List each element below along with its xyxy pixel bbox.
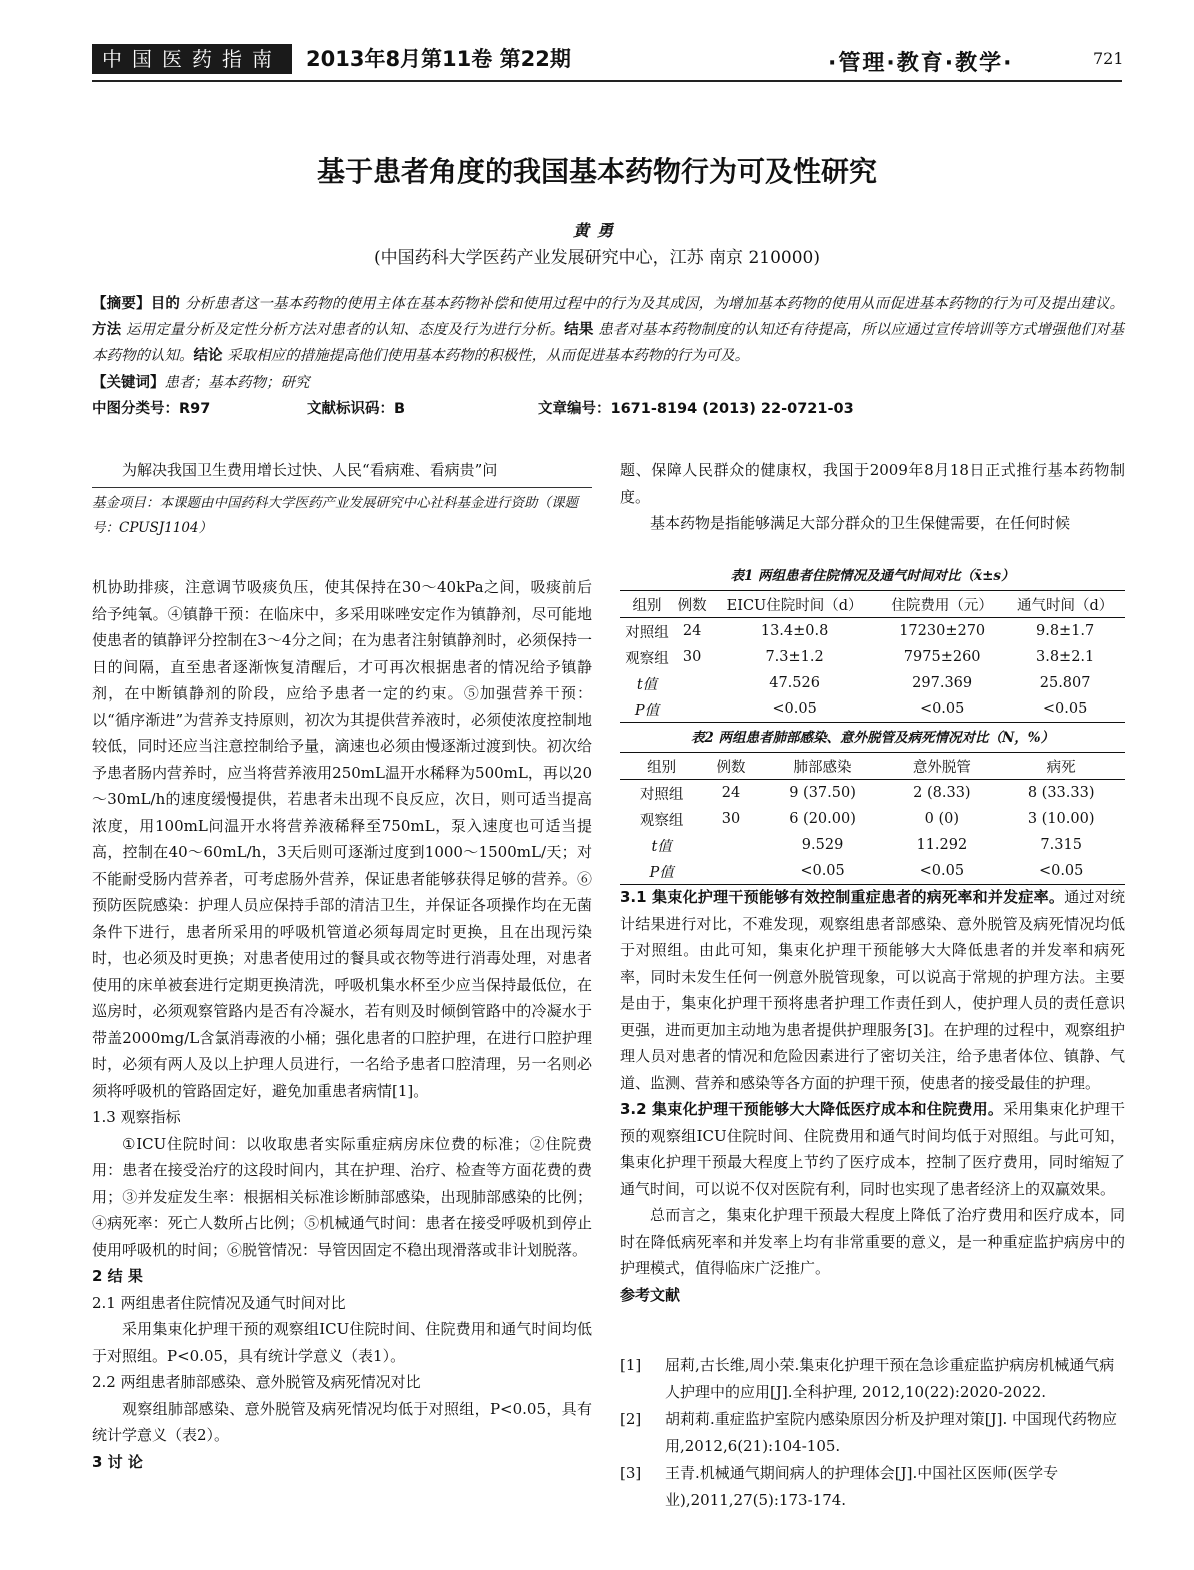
reference-item — [620, 1352, 1125, 1406]
table-cell: 297.369 — [912, 675, 973, 691]
paper-title: 基于患者角度的我国基本药物行为可及性研究 — [316, 155, 877, 188]
table-cell: 观察组 — [639, 812, 684, 829]
result-label: 结果 — [564, 322, 594, 338]
reference-item — [620, 1460, 1125, 1514]
table-cell: 8 (33.33) — [1027, 785, 1095, 801]
table-cell: 7975±260 — [903, 649, 981, 665]
section-heading-1-3: 1.3 观察指标 — [92, 1108, 181, 1126]
abstract-label: 【摘要】 — [92, 296, 151, 312]
table-row — [620, 618, 1125, 645]
conclusion-label: 结论 — [193, 348, 223, 364]
section-heading-2-2: 2.2 两组患者肺部感染、意外脱管及病死情况对比 — [92, 1373, 421, 1391]
reference-number: [3] — [620, 1464, 642, 1482]
objective-text: 分析患者这一基本药物的使用主体在基本药物补偿和使用过程中的行为及其成因，为增加基本药物的使用从而促进基本药物的行为可及提出建议。 — [184, 296, 1125, 312]
table-row — [620, 696, 1125, 723]
reference-text: 王青.机械通气期间病人的护理体会[J].中国社区医师(医学专业),2011,27(5):173-174. — [665, 1464, 1059, 1509]
table-cell: P值 — [634, 702, 660, 719]
author: 黄勇 — [572, 221, 621, 240]
reference-number: [1] — [620, 1356, 642, 1374]
section-heading-3: 3 讨 论 — [92, 1452, 143, 1471]
table-header: 通气时间（d） — [1016, 597, 1114, 614]
section-heading-3-1: 3.1 集束化护理干预能够有效控制重症患者的病死率和并发症率。 — [620, 888, 1065, 906]
table-cell: 13.4±0.8 — [760, 623, 829, 639]
table-header: 病死 — [1046, 759, 1076, 776]
table-row — [620, 644, 1125, 670]
table2-caption: 表2 两组患者肺部感染、意外脱管及病死情况对比（N，%） — [690, 730, 1055, 746]
fund-note: 基金项目：本课题由中国药科大学医药产业发展研究中心社科基金进行资助（课题号：CPUSJ1104） — [92, 487, 592, 541]
table-cell — [674, 670, 710, 696]
table-cell: 47.526 — [769, 675, 820, 691]
method-text: 运用定量分析及定性分析方法对患者的认知、态度及行为进行分析。 — [125, 322, 565, 338]
table-cell: 观察组 — [625, 650, 669, 667]
table-cell: 9 (37.50) — [789, 785, 856, 801]
table-row — [620, 832, 1125, 858]
table-cell: <0.05 — [1042, 701, 1088, 717]
table-cell: 25.807 — [1039, 675, 1091, 691]
table-cell: <0.05 — [1038, 863, 1084, 879]
table-header: 例数 — [716, 759, 746, 776]
table-cell — [674, 696, 710, 723]
table-header: 肺部感染 — [793, 759, 852, 776]
table-cell: 30 — [721, 811, 741, 827]
table-header: EICU住院时间（d） — [726, 597, 863, 614]
table-header: 住院费用（元） — [891, 597, 993, 614]
section-heading-3-2: 3.2 集束化护理干预能够大大降低医疗成本和住院费用。 — [620, 1100, 1004, 1118]
table1-caption: 表1 两组患者住院情况及通气时间对比（x̄±s） — [730, 568, 1015, 584]
journal-name: 中国医药指南 — [92, 44, 292, 74]
intro-paragraph: 为解决我国卫生费用增长过快、人民“看病难、看病贵”问 — [122, 461, 498, 479]
table-cell: 11.292 — [916, 837, 968, 853]
intro-paragraph-2: 基本药物是指能够满足大部分群众的卫生保健需要，在任何时候 — [650, 514, 1071, 532]
table-row — [620, 806, 1125, 832]
affiliation: (中国药科大学医药产业发展研究中心，江苏 南京 210000) — [374, 248, 820, 268]
table-cell: 9.529 — [801, 837, 844, 853]
table-header: 例数 — [677, 597, 707, 614]
reference-number: [2] — [620, 1410, 642, 1428]
page-number: 721 — [1093, 49, 1124, 68]
table-cell: <0.05 — [772, 701, 817, 717]
table-cell — [703, 858, 759, 885]
table-cell: <0.05 — [919, 701, 965, 717]
body-paragraph: 机协助排痰，注意调节吸痰负压，使其保持在30～40kPa之间，吸痰前后给予纯氧。④镇静干预：在临床中，多采用咪唑安定作为镇静剂，尽可能地使患者的镇静评分控制在3～4分之间；在为患者注射镇静剂时，必须保持一日的间隔，直至患者逐渐恢复清醒后，才可再次根据患者的情况给予镇静剂，在中断镇静剂的阶段，应给予患者一定的约束。⑤加强营养干预：以“循序渐进”为营养支持原则，初次为其提供营养液时，必须使浓度控制地较低，同时还应当注意控制给予量，滴速也必须由慢逐渐过渡到快。初次给予患者肠内营养时，应当将营养液用250mL温开水稀释为500mL，再以20～30mL/h的速度缓慢提供，若患者未出现不良反应，次日，则可适当提高浓度，用100mL问温开水将营养液稀释至750mL，泵入速度也可适当提高，控制在40～60mL/h，3天后则可逐渐过度到1000～1500mL/天；对不能耐受肠内营养者，可考虑肠外营养，保证患者能够获得足够的营养。⑥预防医院感染：护理人员应保持手部的清洁卫生，并保证各项操作均在无菌条件下进行，患者所采用的呼吸机管道必须每周定时更换，且在出现污染时，也必须及时更换；对患者使用过的餐具或衣物等进行消毒处理，对患者使用的床单被套进行定期更换清洗，呼吸机集水杯至少应当保持最低位，在巡房时，必须观察管路内是否有冷凝水，若有则及时倾倒管路中的冷凝水于带盖2000mg/L含氯消毒液的小桶；强化患者的口腔护理，在进行口腔护理时，必须有两人及以上护理人员进行，一名给予患者口腔清理，另一名则必须将呼吸机的管路固定好，避免加重患者病情[1]。 — [92, 578, 592, 1100]
header-rule — [92, 80, 1122, 82]
table-cell: 6 (20.00) — [789, 811, 856, 827]
keywords-label: 【关键词】 — [92, 375, 165, 391]
table-row — [620, 858, 1125, 885]
table-cell: 24 — [682, 623, 702, 639]
section-label: ·管理·教育·教学· — [828, 51, 1014, 76]
table-cell: t值 — [651, 838, 672, 855]
right-column — [620, 884, 1125, 1308]
reference-text: 胡莉莉.重症监护室院内感染原因分析及护理对策[J]. 中国现代药物应用,2012,6(21):104-105. — [665, 1410, 1118, 1455]
document-code: 文献标识码：B — [307, 401, 406, 417]
keywords-text: 患者；基本药物；研究 — [164, 375, 310, 391]
section-heading-2-1: 2.1 两组患者住院情况及通气时间对比 — [92, 1293, 346, 1312]
intro-right — [620, 457, 1125, 537]
table-cell: 17230±270 — [899, 623, 986, 639]
method-label: 方法 — [92, 322, 122, 338]
table-header-row — [620, 591, 1125, 618]
table-cell: 对照组 — [625, 624, 669, 641]
table-cell: 24 — [721, 785, 741, 801]
body-paragraph: 观察组肺部感染、意外脱管及病死情况均低于对照组，P<0.05，具有统计学意义（表2）。 — [92, 1399, 592, 1444]
table-header: 组别 — [632, 597, 662, 614]
table-cell: P值 — [649, 864, 674, 881]
table-cell: t值 — [636, 676, 658, 693]
abstract — [92, 291, 1124, 369]
issue-info: 2013年8月第11卷 第22期 — [306, 47, 571, 71]
table2 — [620, 752, 1125, 885]
clc-number: 中图分类号：R97 — [92, 401, 211, 417]
result-text: 患者对基本药物制度的认知还有待提高，所以应通过宣传培训等方式增强他们对基本药物的认知。 — [92, 322, 1125, 364]
body-paragraph: ①ICU住院时间：以收取患者实际重症病房床位费的标准；②住院费用：患者在接受治疗的这段时间内，其在护理、治疗、检查等方面花费的费用；③并发症发生率：根据相关标准诊断肺部感染，出现肺部感染的比例；④病死率：死亡人数所占比例；⑤机械通气时间：患者在接受呼吸机到停止使用呼吸机的时间；⑥脱管情况：导管因固定不稳出现滑落或非计划脱落。 — [92, 1134, 592, 1259]
intro-continued: 题、保障人民群众的健康权，我国于2009年8月18日正式推行基本药物制度。 — [620, 461, 1125, 506]
intro-left — [92, 457, 592, 484]
table-cell: 2 (8.33) — [913, 785, 971, 801]
table-cell: 对照组 — [639, 786, 684, 803]
table-cell: 9.8±1.7 — [1035, 623, 1095, 639]
body-paragraph: 总而言之，集束化护理干预最大程度上降低了治疗费用和医疗成本，同时在降低病死率和并发率上均有非常重要的意义，是一种重症监护病房中的护理模式，值得临床广泛推广。 — [620, 1206, 1125, 1277]
table-row — [620, 670, 1125, 696]
table-cell: <0.05 — [800, 863, 845, 879]
reference-item — [620, 1406, 1125, 1460]
table-header: 组别 — [647, 759, 677, 776]
table-cell: 3 (10.00) — [1027, 811, 1095, 827]
section-heading-2: 2 结 果 — [92, 1267, 143, 1285]
table-header-row — [620, 753, 1125, 780]
left-column — [92, 574, 592, 1475]
body-paragraph: 采用集束化护理干预的观察组ICU住院时间、住院费用和通气时间均低于对照组。P<0.05，具有统计学意义（表1）。 — [92, 1320, 592, 1365]
table-cell: 7.315 — [1040, 837, 1082, 853]
table-cell: <0.05 — [919, 863, 965, 879]
references-title: 参考文献 — [620, 1285, 681, 1304]
table-cell: 7.3±1.2 — [765, 649, 824, 665]
reference-text: 屈莉,古长维,周小荣.集束化护理干预在急诊重症监护病房机械通气病人护理中的应用[J].全科护理, 2012,10(22):2020-2022. — [665, 1356, 1115, 1401]
table-cell: 3.8±2.1 — [1035, 649, 1095, 665]
keywords — [92, 371, 310, 392]
objective-label: 目的 — [150, 296, 181, 312]
article-number: 文章编号：1671-8194 (2013) 22-0721-03 — [538, 401, 854, 417]
table1 — [620, 590, 1125, 723]
table-cell: 30 — [682, 649, 702, 665]
table-cell: 0 (0) — [924, 811, 960, 827]
body-text: 通过对统计结果进行对比，不难发现，观察组患者部感染、意外脱管及病死情况均低于对照组。由此可知，集束化护理干预能够大大降低患者的并发率和病死率，同时未发生任何一例意外脱管现象，可以说高于常规的护理方法。主要是由于，集束化护理干预将患者护理工作责任到人，使护理人员的责任意识更强，进而更加主动地为患者提供护理服务[3]。在护理的过程中，观察组护理人员对患者的情况和危险因素进行了密切关注，给予患者体位、镇静、气道、监测、营养和感染等各方面的护理干预，使患者的接受最佳的护理。 — [620, 888, 1125, 1092]
table-cell — [703, 832, 759, 858]
conclusion-text: 采取相应的措施提高他们使用基本药物的积极性，从而促进基本药物的行为可及。 — [227, 348, 750, 364]
table-header: 意外脱管 — [912, 759, 971, 776]
table-row — [620, 780, 1125, 807]
body-text: 采用集束化护理干预的观察组ICU住院时间、住院费用和通气时间均低于对照组。与此可知，集束化护理干预最大程度上节约了医疗成本，控制了医疗费用，同时缩短了通气时间，可以说不仅对医院有利，同时也实现了患者经济上的双赢效果。 — [620, 1100, 1125, 1198]
